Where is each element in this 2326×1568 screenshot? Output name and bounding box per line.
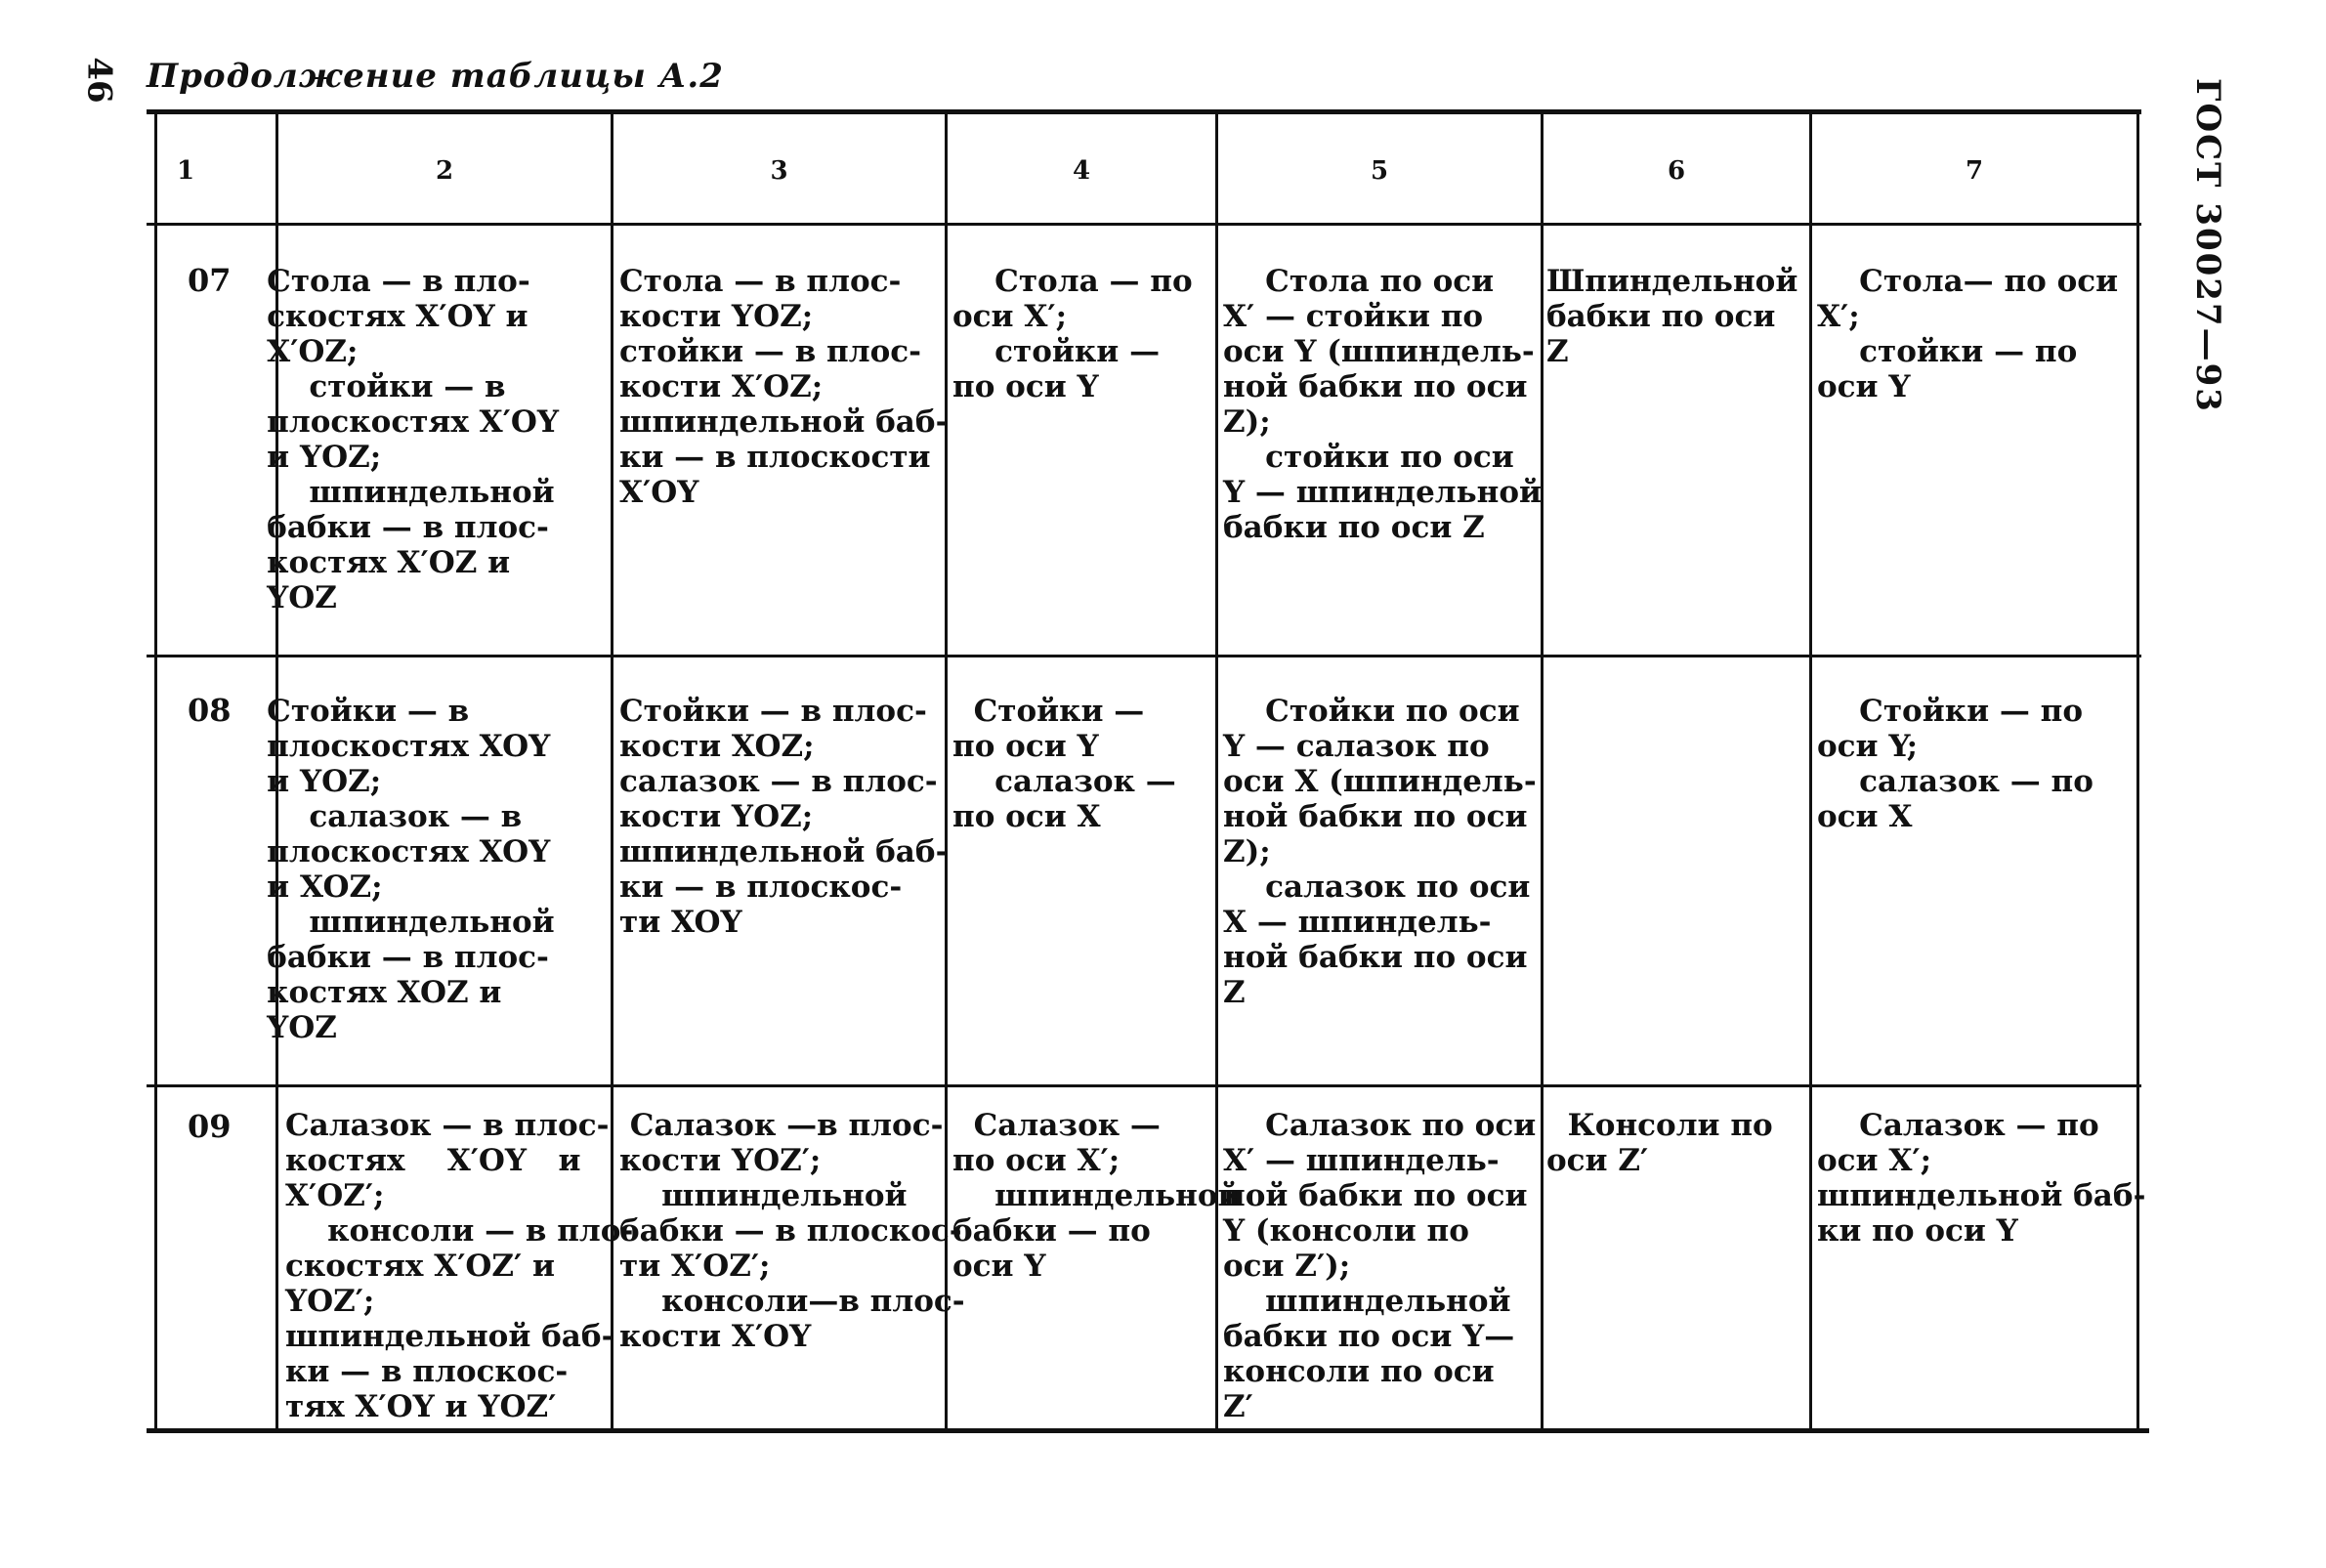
cell-col6: Консоли по оси Z′: [1546, 1108, 1773, 1178]
column-header: 2: [435, 156, 454, 186]
row-divider: [147, 655, 2141, 657]
column-header: 1: [177, 156, 195, 186]
cell-col2: Салазок — в плос- костях X′OY и X′OZ′; консоли — в пло- скостях X′OZ′ и YOZ′; шпиндельной баб- ки — в плоскос- тях X′OY и YOZ′: [285, 1108, 634, 1424]
column-header: 3: [770, 156, 788, 186]
column-header: 5: [1370, 156, 1389, 186]
row-code: 07: [188, 262, 232, 299]
cell-col6: Шпиндельной бабки по оси Z: [1546, 264, 1798, 369]
standard-designation: ГОСТ 30027—93: [2188, 78, 2227, 413]
header-bottom-rule: [147, 223, 2141, 226]
cell-col7: Стола— по оси X′; стойки — по оси Y: [1817, 264, 2119, 404]
cell-col3: Стойки — в плос- кости XOZ; салазок — в плос- кости YOZ; шпиндельной баб- ки — в плоскос- ти XOY: [619, 694, 949, 940]
column-rule: [154, 109, 157, 1433]
cell-col3: Стола — в плос- кости YOZ; стойки — в плос- кости X′OZ; шпиндельной баб- ки — в плоскости X′OY: [619, 264, 949, 510]
row-divider: [147, 1084, 2141, 1087]
column-header: 7: [1965, 156, 1984, 186]
cell-col5: Стойки по оси Y — салазок по оси X (шпиндель- ной бабки по оси Z); салазок по оси X — шпиндель- ной бабки по оси Z: [1223, 694, 1537, 1010]
cell-col4: Стола — по оси X′; стойки — по оси Y: [952, 264, 1193, 404]
table-continuation-heading: Продолжение таблицы А.2: [147, 57, 724, 96]
column-header: 4: [1072, 156, 1091, 186]
cell-col5: Салазок по оси X′ — шпиндель- ной бабки по оси Y (консоли по оси Z′); шпиндельной бабки по оси Y— консоли по оси Z′: [1223, 1108, 1537, 1424]
cell-col7: Салазок — по оси X′; шпиндельной баб- ки по оси Y: [1817, 1108, 2146, 1249]
cell-col3: Салазок —в плос- кости YOZ′; шпиндельной бабки — в плоскос- ти X′OZ′; консоли—в плос- кости X′OY: [619, 1108, 965, 1354]
cell-col4: Стойки — по оси Y салазок — по оси X: [952, 694, 1176, 834]
page-number: 46: [79, 57, 119, 104]
table-top-rule: [147, 109, 2141, 114]
cell-col7: Стойки — по оси Y; салазок — по оси X: [1817, 694, 2093, 834]
cell-col2: Стойки — в плоскостях XOY и YOZ; салазок — в плоскостях XOY и XOZ; шпиндельной бабки — в плос- костях XOZ и YOZ: [267, 694, 555, 1045]
column-rule: [1809, 109, 1812, 1433]
cell-col2: Стола — в пло- скостях X′OY и X′OZ; стойки — в плоскостях X′OY и YOZ; шпиндельной бабки — в плос- костях X′OZ и YOZ: [267, 264, 559, 615]
table-bottom-rule: [147, 1428, 2149, 1433]
column-header: 6: [1667, 156, 1686, 186]
cell-col4: Салазок — по оси X′; шпиндельной бабки — по оси Y: [952, 1108, 1241, 1284]
row-code: 09: [188, 1108, 232, 1145]
cell-col5: Стола по оси X′ — стойки по оси Y (шпиндель- ной бабки по оси Z); стойки по оси Y — шпиндельной бабки по оси Z: [1223, 264, 1543, 545]
row-code: 08: [188, 692, 232, 729]
